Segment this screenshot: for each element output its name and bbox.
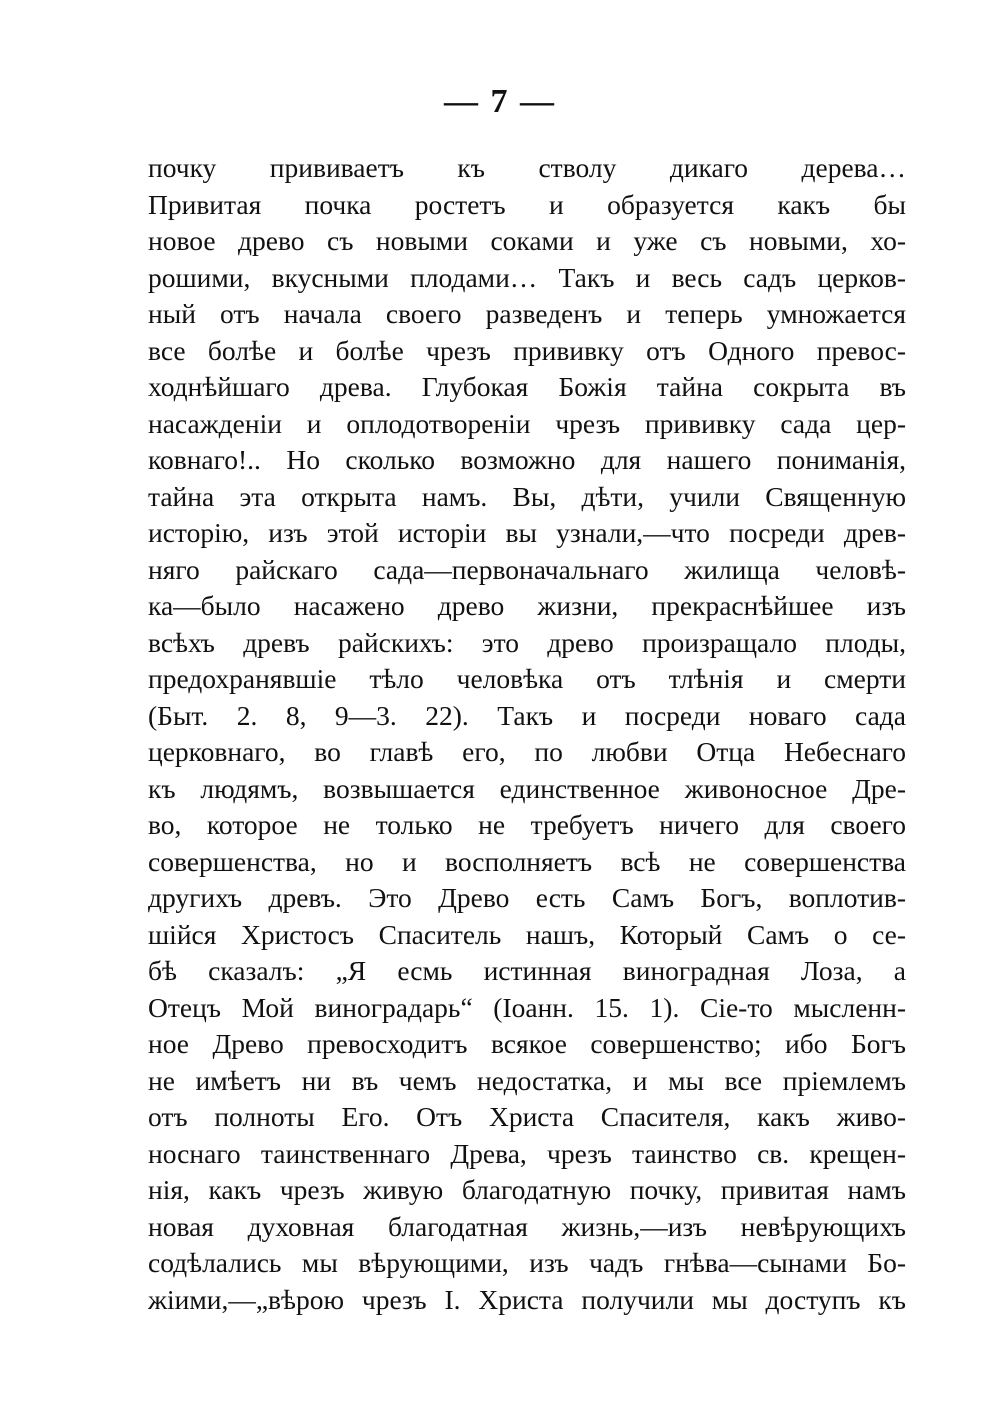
text-line: новое древо съ новыми соками и уже съ новыми, хо-	[148, 225, 906, 256]
page-number-header: — 7 —	[444, 83, 556, 120]
text-line: бѣ сказалъ: „Я есмь истинная виноградная Лоза, а	[148, 955, 906, 986]
text-line: къ людямъ, возвышается единственное живоносное Дре-	[148, 772, 906, 804]
text-line: не имѣетъ ни въ чемъ недостатка, и мы все пріемлемъ	[148, 1064, 906, 1096]
text-line: все болѣе и болѣе чрезъ прививку отъ Одного превос-	[148, 334, 906, 366]
text-line: совершенства, но и восполняетъ всѣ не совершенства	[148, 845, 906, 877]
text-line: почку прививаетъ къ стволу дикаго дерева…	[148, 152, 906, 183]
text-line: другихъ древъ. Это Древо есть Самъ Богъ, воплотив-	[148, 882, 906, 913]
text-line: няго райскаго сада—первоначальнаго жилища человѣ-	[148, 553, 906, 585]
text-line: новая духовная благодатная жизнь,—изъ невѣрующихъ	[148, 1210, 906, 1242]
text-line: тайна эта открыта намъ. Вы, дѣти, учили Священную	[148, 480, 906, 512]
text-line: отъ полноты Его. Отъ Христа Спасителя, какъ живо-	[148, 1101, 906, 1132]
text-line: ходнѣйшаго древа. Глубокая Божія тайна сокрыта въ	[148, 371, 906, 402]
text-line: ный отъ начала своего разведенъ и теперь умножается	[148, 298, 906, 329]
text-line: жіими,—„вѣрою чрезъ І. Христа получили мы доступъ къ	[148, 1283, 906, 1315]
text-line: шійся Христосъ Спаситель нашъ, Который Самъ о се-	[148, 918, 906, 950]
text-line: носнаго таинственнаго Древа, чрезъ таинство св. крещен-	[148, 1137, 906, 1169]
text-line: нія, какъ чрезъ живую благодатную почку, привитая намъ	[148, 1174, 906, 1205]
text-line: исторію, изъ этой исторіи вы узнали,—что посреди древ-	[148, 517, 906, 548]
text-line: церковнаго, во главѣ его, по любви Отца Небеснаго	[148, 736, 906, 767]
text-line: ковнаго!.. Но сколько возможно для нашего пониманія,	[148, 444, 906, 475]
text-line: насажденіи и оплодотвореніи чрезъ прививку сада цер-	[148, 407, 906, 439]
body-text	[148, 150, 906, 1318]
text-line: ка—было насажено древо жизни, прекраснѣйшее изъ	[148, 590, 906, 621]
text-line: рошими, вкусными плодами… Такъ и весь садъ церков-	[148, 261, 906, 293]
text-line: (Быт. 2. 8, 9—3. 22). Такъ и посреди новаго сада	[148, 699, 906, 731]
text-line: предохранявшіе тѣло человѣка отъ тлѣнія и смерти	[148, 663, 906, 694]
text-line: ное Древо превосходитъ всякое совершенство; ибо Богъ	[148, 1028, 906, 1059]
text-line: содѣлались мы вѣрующими, изъ чадъ гнѣва—сынами Бо-	[148, 1247, 906, 1278]
text-line: всѣхъ древъ райскихъ: это древо произращало плоды,	[148, 626, 906, 658]
text-line: Привитая почка ростетъ и образуется какъ бы	[148, 188, 906, 220]
text-line: Отецъ Мой виноградарь“ (Іоанн. 15. 1). Сіе-то мысленн-	[148, 991, 906, 1023]
text-line: во, которое не только не требуетъ ничего для своего	[148, 809, 906, 840]
